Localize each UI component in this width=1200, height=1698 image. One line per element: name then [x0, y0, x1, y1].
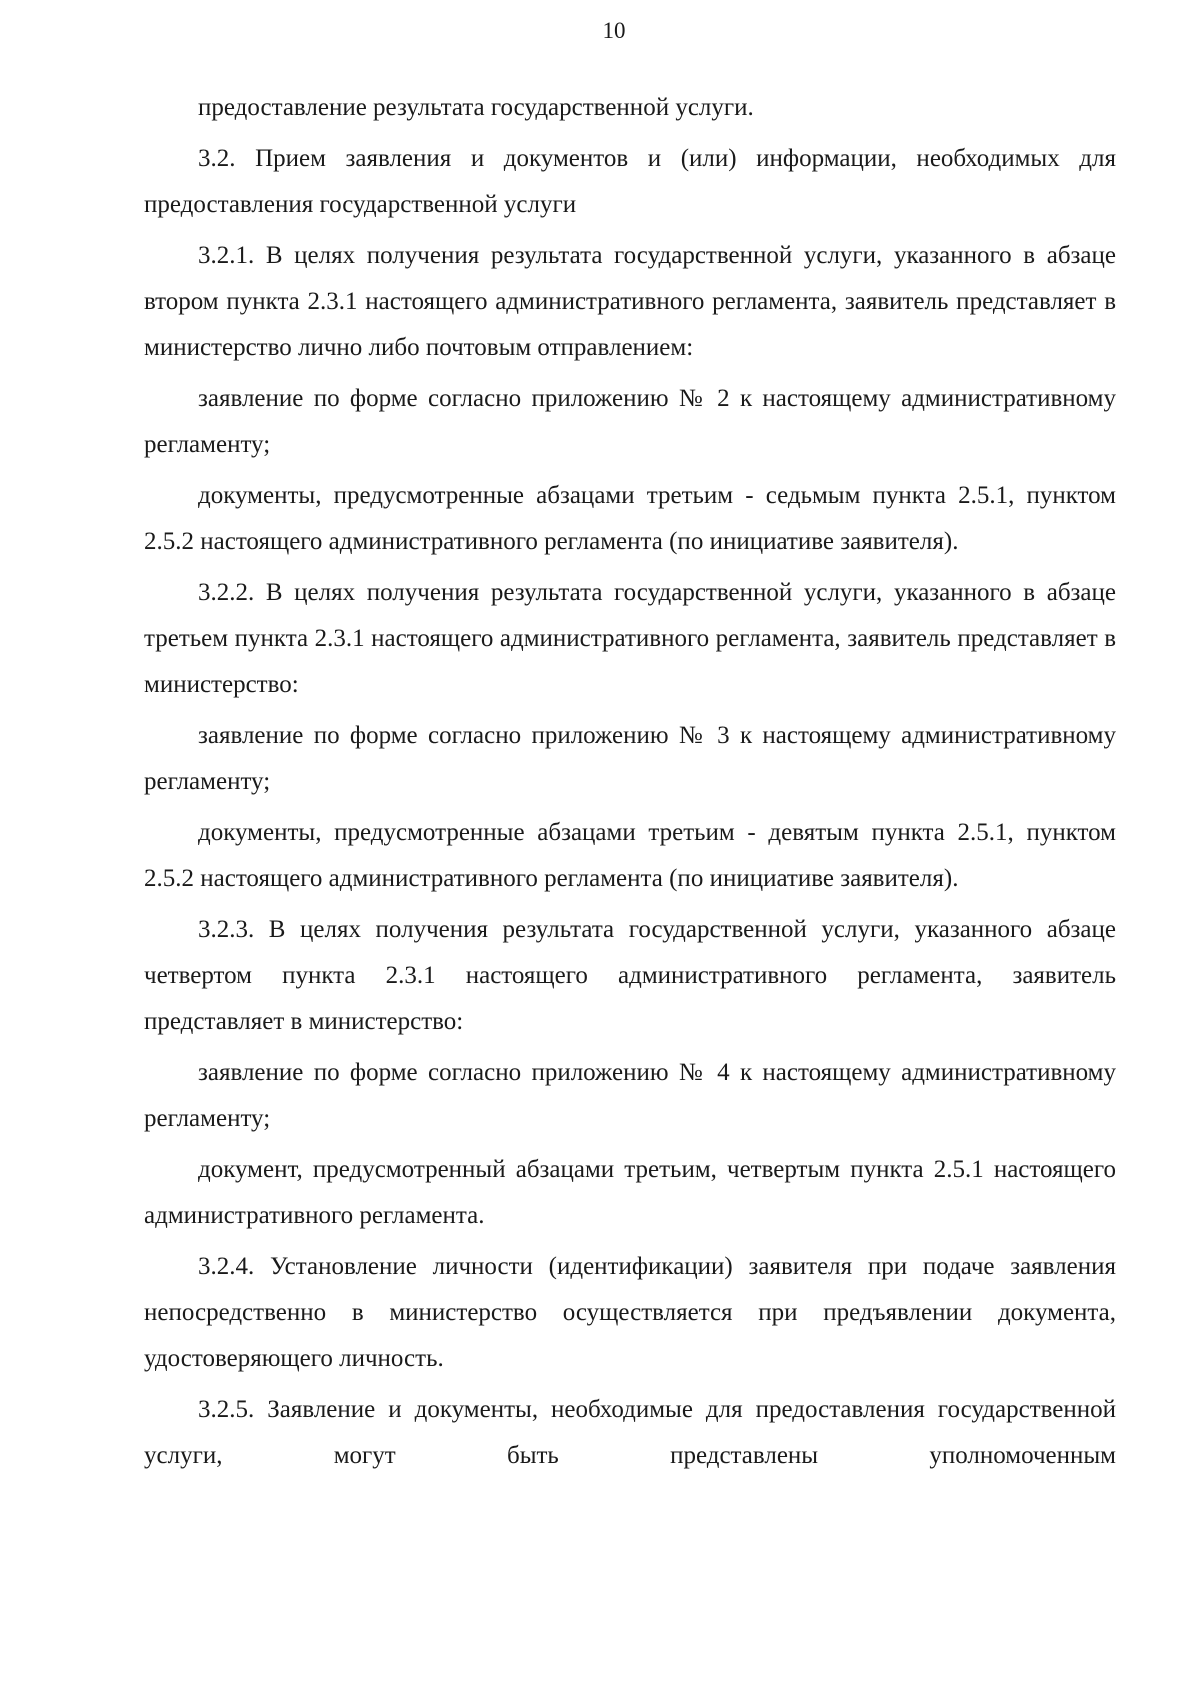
- paragraph-3-2-2: 3.2.2. В целях получения результата государственной услуги, указанного в абзаце третьем пункта 2.3.1 настоящего административного регламента, заявитель представляет в министерство:: [144, 579, 1116, 698]
- paragraph-3-2-4: 3.2.4. Установление личности (идентификации) заявителя при подаче заявления непосредственно в министерство осуществляется при предъявлении документа, удостоверяющего личность.: [144, 1253, 1116, 1372]
- paragraph-document-3: документ, предусмотренный абзацами третьим, четвертым пункта 2.5.1 настоящего административного регламента.: [144, 1156, 1116, 1229]
- page-number: 10: [602, 18, 626, 43]
- paragraph-continuation: предоставление результата государственной услуги.: [198, 94, 754, 121]
- paragraph-3-2-1: 3.2.1. В целях получения результата государственной услуги, указанного в абзаце втором пункта 2.3.1 настоящего административного регламента, заявитель представляет в министерство лично либо почтовым отправлением:: [144, 242, 1116, 361]
- paragraph-documents-1: документы, предусмотренные абзацами третьим - седьмым пункта 2.5.1, пунктом 2.5.2 настоящего административного регламента (по инициативе заявителя).: [144, 482, 1116, 555]
- section-heading-3-2: 3.2. Прием заявления и документов и (или) информации, необходимых для предоставления государственной услуги: [144, 145, 1116, 218]
- paragraph-application-form-2: заявление по форме согласно приложению № 2 к настоящему административному регламенту;: [144, 385, 1116, 458]
- document-body: [144, 85, 1116, 1484]
- paragraph-3-2-5: 3.2.5. Заявление и документы, необходимые для предоставления государственной услуги, могут быть представлены уполномоченным: [144, 1396, 1116, 1469]
- paragraph-application-form-4: заявление по форме согласно приложению № 4 к настоящему административному регламенту;: [144, 1059, 1116, 1132]
- paragraph-application-form-3: заявление по форме согласно приложению № 3 к настоящему административному регламенту;: [144, 722, 1116, 795]
- paragraph-documents-2: документы, предусмотренные абзацами третьим - девятым пункта 2.5.1, пунктом 2.5.2 настоящего административного регламента (по инициативе заявителя).: [144, 819, 1116, 892]
- paragraph-3-2-3: 3.2.3. В целях получения результата государственной услуги, указанного абзаце четвертом пункта 2.3.1 настоящего административного регламента, заявитель представляет в министерство:: [144, 916, 1116, 1035]
